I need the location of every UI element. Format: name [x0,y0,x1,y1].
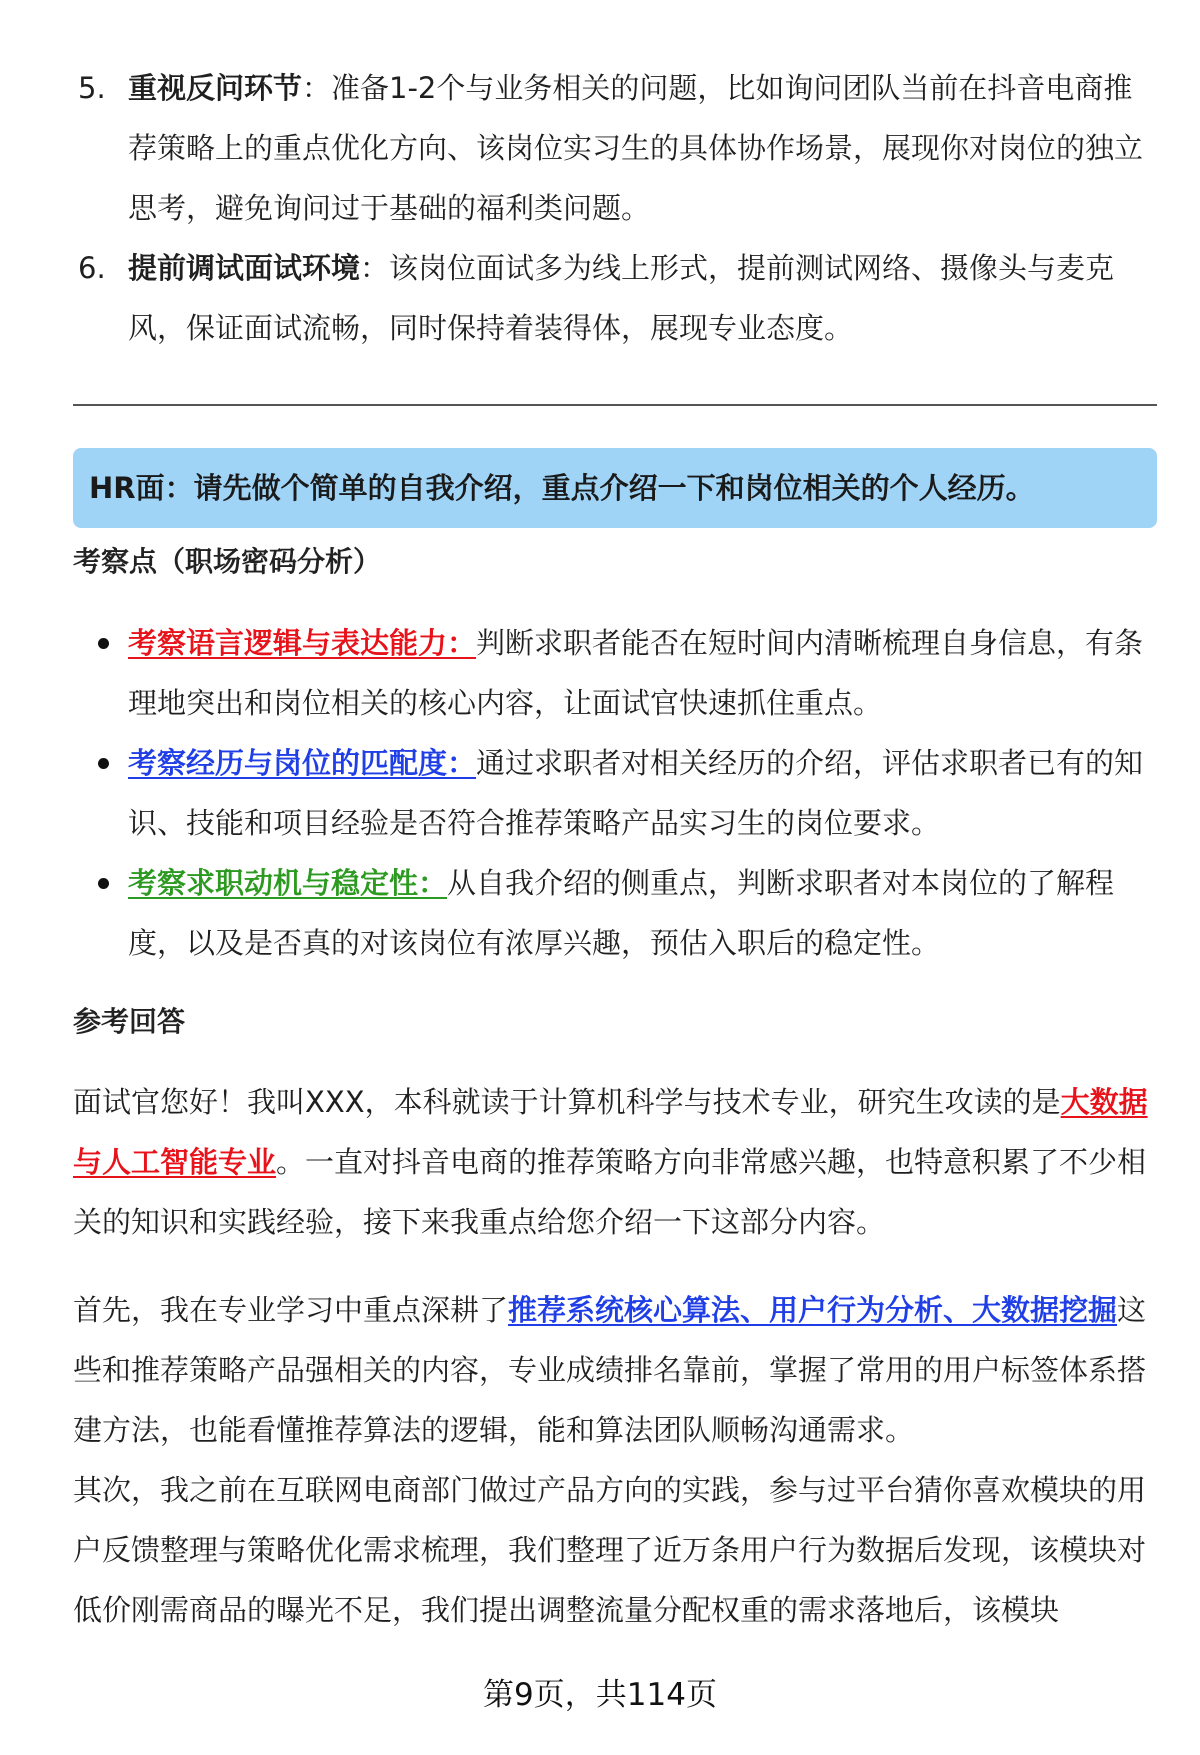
bullet-label: 考察经历与岗位的匹配度： [128,746,477,780]
item-number: 6. [78,251,106,285]
paragraph-text: 。一直对抖音电商的推荐策略方向非常感兴趣，也特意积累了不少相关的知识和实践经验，接下来我重点给您介绍一下这部分内容。 [73,1145,1147,1239]
analysis-heading: 考察点（职场密码分析） [73,545,382,578]
answer-paragraph-practice: 其次，我之前在互联网电商部门做过产品方向的实践，参与过平台猜你喜欢模块的用户反馈整理与策略优化需求梳理，我们整理了近万条用户行为数据后发现，该模块对低价刚需商品的曝光不足，我们提出调整流量分配权重的需求落地后，该模块 [73,1473,1147,1627]
answer-heading: 参考回答 [73,1005,186,1038]
item-text: ：该岗位面试多为线上形式，提前测试网络、摄像头与麦克风，保证面试流畅，同时保持着装得体，展现专业态度。 [128,251,1115,345]
answer-paragraph-study [73,1280,1158,1460]
bullet-body [128,733,1158,853]
bullet-label: 考察求职动机与稳定性： [128,866,448,900]
bullet-item-match [98,733,1158,853]
highlight-skills: 推荐系统核心算法、用户行为分析、大数据挖掘 [508,1293,1118,1327]
bullet-body [128,613,1158,733]
numbered-item-5 [78,58,1153,238]
numbered-item-6 [78,238,1153,358]
item-text: ：准备1-2个与业务相关的问题，比如询问团队当前在抖音电商推荐策略上的重点优化方向、该岗位实习生的具体协作场景，展现你对岗位的独立思考，避免询问过于基础的福利类问题。 [128,71,1144,225]
item-number: 5. [78,71,106,105]
paragraph-text: 面试官您好！我叫XXX，本科就读于计算机科学与技术专业，研究生攻读的是 [73,1085,1061,1119]
answer-paragraph-intro [73,1072,1158,1252]
bullet-text: 通过求职者对相关经历的介绍，评估求职者已有的知识、技能和项目经验是否符合推荐策略产品实习生的岗位要求。 [128,746,1144,840]
item-body [128,58,1153,238]
bullet-text: 从自我介绍的侧重点，判断求职者对本岗位的了解程度，以及是否真的对该岗位有浓厚兴趣，预估入职后的稳定性。 [128,866,1115,960]
paragraph-text: 这些和推荐策略产品强相关的内容，专业成绩排名靠前，掌握了常用的用户标签体系搭建方法，也能看懂推荐算法的逻辑，能和算法团队顺畅沟通需求。 [73,1293,1147,1447]
page-number: 第9页，共114页 [483,1677,717,1713]
bullet-text: 判断求职者能否在短时间内清晰梳理自身信息，有条理地突出和岗位相关的核心内容，让面试官快速抓住重点。 [128,626,1144,720]
bullet-label: 考察语言逻辑与表达能力： [128,626,477,660]
bullet-dot [98,878,109,889]
bullet-item-language [98,613,1158,733]
highlight-major: 大数据与人工智能专业 [73,1085,1148,1179]
bullet-dot [98,758,109,769]
question-box [73,448,1157,528]
bullet-body [128,853,1158,973]
item-body [128,238,1153,358]
item-title: 重视反问环节 [128,71,303,105]
bullet-item-motivation [98,853,1158,973]
item-title: 提前调试面试环境 [128,251,361,285]
section-divider [73,404,1157,406]
bullet-dot [98,638,109,649]
question-text: HR面：请先做个简单的自我介绍，重点介绍一下和岗位相关的个人经历。 [89,471,1035,505]
paragraph-text: 首先，我在专业学习中重点深耕了 [73,1293,509,1327]
